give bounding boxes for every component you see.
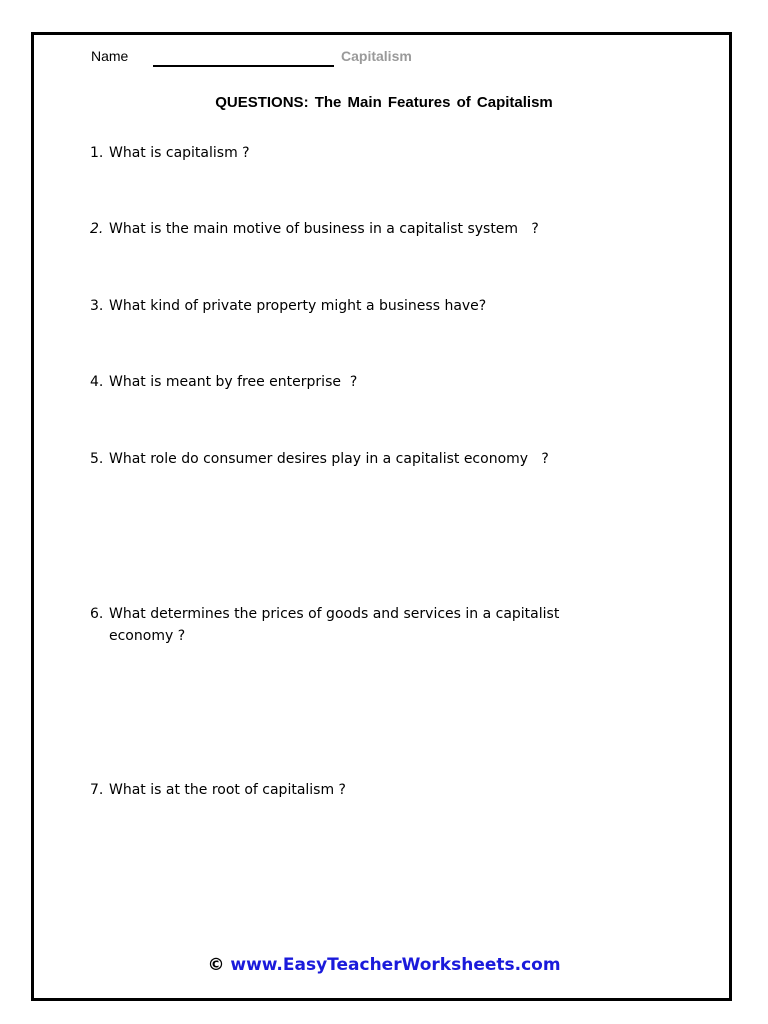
topic-label: Capitalism [341, 48, 412, 64]
question-text: What is capitalism ? [109, 145, 250, 161]
question-text: What is meant by free enterprise ? [109, 374, 358, 390]
question-3 [90, 295, 610, 317]
website-link[interactable]: www.EasyTeacherWorksheets.com [230, 955, 561, 975]
name-label: Name [91, 48, 129, 64]
question-text: What is at the root of capitalism ? [109, 782, 346, 798]
copyright-icon: © [207, 955, 225, 975]
question-text: What determines the prices of goods and services in a capitalist economy ? [109, 606, 564, 644]
question-2 [90, 218, 610, 240]
question-number: 4. [90, 374, 104, 390]
question-4 [90, 371, 610, 393]
worksheet-title: QUESTIONS: The Main Features of Capitalism [215, 94, 553, 111]
question-text: What is the main motive of business in a capitalist system ? [109, 221, 539, 237]
name-line [153, 65, 334, 67]
question-number: 5. [90, 451, 104, 467]
question-number: 1. [90, 145, 104, 161]
question-number: 7. [90, 782, 104, 798]
question-5 [90, 448, 610, 470]
worksheet-border [31, 32, 732, 1001]
question-text: What role do consumer desires play in a capitalist economy ? [109, 451, 549, 467]
footer [0, 955, 768, 975]
question-text: What kind of private property might a business have? [109, 298, 487, 314]
question-number: 6. [90, 606, 104, 622]
question-7 [90, 779, 610, 801]
question-1 [90, 142, 610, 164]
question-6 [90, 603, 610, 647]
question-number: 2. [90, 221, 104, 237]
question-number: 3. [90, 298, 104, 314]
